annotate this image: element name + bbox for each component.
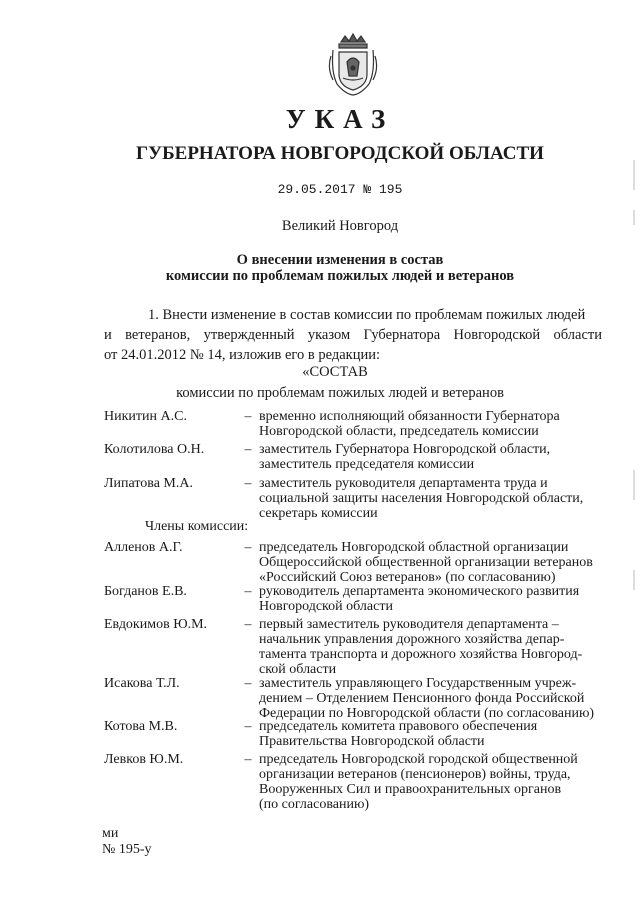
city: Великий Новгород <box>281 218 399 234</box>
member-name: Евдокимов Ю.М. <box>104 617 208 632</box>
document-type-title: УКАЗ <box>285 104 395 134</box>
member-name: Липатова М.А. <box>104 476 193 491</box>
role-line: Правительства Новгородской области <box>259 734 485 749</box>
role-line: руководитель департамента экономического развития <box>259 584 580 599</box>
issuer-title: ГУБЕРНАТОРА НОВГОРОДСКОЙ ОБЛАСТИ <box>136 143 544 164</box>
role-line: «Российский Союз ветеранов» (по согласованию) <box>259 570 556 585</box>
role-line: начальник управления дорожного хозяйства депар- <box>259 632 565 647</box>
dash: – <box>244 476 252 491</box>
role-line: председатель Новгородской областной организации <box>259 540 569 555</box>
paragraph-line: 1. Внести изменение в состав комиссии по проблемам пожилых людей <box>148 307 586 323</box>
role-line: заместитель руководителя департамента труда и <box>259 476 548 491</box>
member-role <box>259 540 609 585</box>
member-name: Никитин А.С. <box>104 409 187 424</box>
role-line: Общероссийской общественной организации ветеранов <box>259 555 593 570</box>
member-role <box>259 719 609 749</box>
footer-initials: ми <box>102 826 119 841</box>
member-name: Богданов Е.В. <box>104 584 187 599</box>
dash: – <box>244 442 252 457</box>
dash: – <box>244 584 252 599</box>
scan-margin-marks <box>630 150 638 850</box>
role-line: заместитель управляющего Государственным учреж- <box>259 676 577 691</box>
role-line: первый заместитель руководителя департамента – <box>259 617 559 632</box>
role-line: председатель Новгородской городской общественной <box>259 752 578 767</box>
composition-heading: «СОСТАВ <box>302 364 368 380</box>
role-line: председатель комитета правового обеспечения <box>259 719 538 734</box>
document-footer <box>102 826 152 858</box>
role-line: дением – Отделением Пенсионного фонда Российской <box>259 691 585 706</box>
dash: – <box>244 409 252 424</box>
member-name: Колотилова О.Н. <box>104 442 205 457</box>
role-line: Новгородской области, председатель комиссии <box>259 424 539 439</box>
main-paragraph <box>104 305 602 365</box>
coat-of-arms-icon <box>327 32 379 96</box>
role-line: временно исполняющий обязанности Губернатора <box>259 409 560 424</box>
role-line: Федерации по Новгородской области (по согласованию) <box>259 706 595 721</box>
member-role <box>259 476 609 521</box>
role-line: Вооруженных Сил и правоохранительных органов <box>259 782 562 797</box>
dash: – <box>244 676 252 691</box>
role-line: ской области <box>259 662 337 677</box>
dash: – <box>244 719 252 734</box>
role-line: секретарь комиссии <box>259 506 378 521</box>
member-role <box>259 409 609 439</box>
member-role <box>259 752 609 812</box>
subject-line: О внесении изменения в состав <box>236 252 444 268</box>
member-role <box>259 676 609 721</box>
role-line: организации ветеранов (пенсионеров) войны, труда, <box>259 767 571 782</box>
footer-ref: № 195-у <box>102 842 152 857</box>
role-line: (по согласованию) <box>259 797 370 812</box>
role-line: социальной защиты населения Новгородской области, <box>259 491 584 506</box>
role-line: заместитель Губернатора Новгородской области, <box>259 442 551 457</box>
dash: – <box>244 540 252 555</box>
composition-subheading: комиссии по проблемам пожилых людей и ветеранов <box>176 385 504 401</box>
role-line: тамента транспорта и дорожного хозяйства Новгород- <box>259 647 583 662</box>
dash: – <box>244 752 252 767</box>
member-name: Левков Ю.М. <box>104 752 184 767</box>
member-name: Алленов А.Г. <box>104 540 183 555</box>
dash: – <box>244 617 252 632</box>
paragraph-line: и ветеранов, утвержденный указом Губернатора Новгородской области <box>104 327 602 343</box>
member-name: Исакова Т.Л. <box>104 676 180 691</box>
role-line: заместитель председателя комиссии <box>259 457 475 472</box>
subject-line: комиссии по проблемам пожилых людей и ветеранов <box>165 268 515 284</box>
role-line: Новгородской области <box>259 599 393 614</box>
date-number: 29.05.2017 № 195 <box>277 182 403 197</box>
member-role <box>259 442 609 472</box>
member-name: Котова М.В. <box>104 719 178 734</box>
document-subject <box>0 252 640 284</box>
paragraph-line: от 24.01.2012 № 14, изложив его в редакции: <box>104 347 380 363</box>
members-label: Члены комиссии: <box>145 519 249 534</box>
member-role <box>259 584 609 614</box>
member-role <box>259 617 609 677</box>
